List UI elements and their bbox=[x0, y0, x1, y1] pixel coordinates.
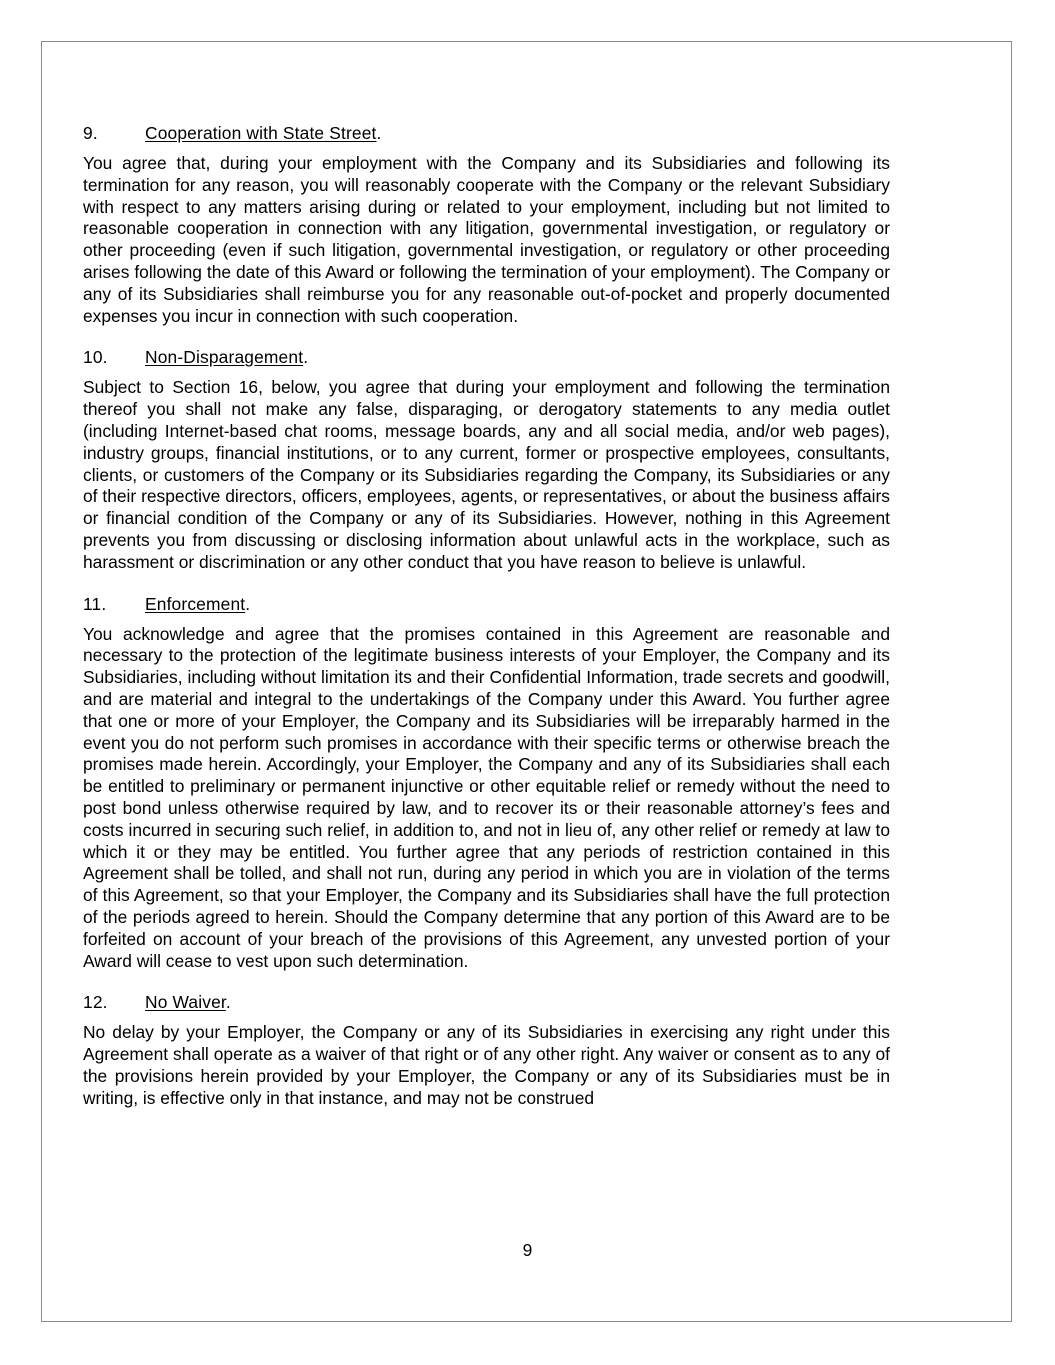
section-body-no-waiver: No delay by your Employer, the Company or any of its Subsidiaries in exercising any right under this Agreement shall operate as a waiver of that right or of any other right. Any waiver or consent as to any of the provisions herein provided by your Employer, the Company or any of its Subsidiaries must be in writing, is effective only in that instance, and may not be construed bbox=[83, 1022, 890, 1108]
section-heading-non-disparagement bbox=[83, 346, 890, 368]
section-heading-enforcement bbox=[83, 593, 890, 615]
section-number: 11. bbox=[83, 593, 107, 614]
section-heading-cooperation bbox=[83, 122, 890, 144]
section-number: 10. bbox=[83, 347, 108, 368]
section-body-cooperation: You agree that, during your employment with the Company and its Subsidiaries and following its termination for any reason, you will reasonably cooperate with the Company or the relevant Subsidiary with respect to any matters arising during or related to your employment, including but not limited to reasonable cooperation in connection with any litigation, governmental investigation, or regulatory or other proceeding (even if such litigation, governmental investigation, or regulatory or other proceeding arises following the date of this Award or following the termination of your employment). The Company or any of its Subsidiaries shall reimburse you for any reasonable out-of-pocket and properly documented expenses you incur in connection with such cooperation. bbox=[83, 153, 890, 326]
document-body bbox=[83, 122, 890, 1109]
section-body-enforcement: You acknowledge and agree that the promises contained in this Agreement are reasonable and necessary to the protection of the legitimate business interests of your Employer, the Company and its Subsidiaries, including without limitation its and their Confidential Information, trade secrets and goodwill, and are material and integral to the undertakings of the Company under this Award. You further agree that one or more of your Employer, the Company and its Subsidiaries will be irreparably harmed in the event you do not perform such promises in accordance with their specific terms or otherwise breach the promises made herein. Accordingly, your Employer, the Company and any of its Subsidiaries shall each be entitled to preliminary or permanent injunctive or other equitable relief or remedy without the need to post bond unless otherwise required by law, and to recover its or their reasonable attorney’s fees and costs incurred in securing such relief, in addition to, and not in lieu of, any other relief or remedy at law to which it or they may be entitled. You further agree that any periods of restriction contained in this Agreement shall be tolled, and shall not run, during any period in which you are in violation of the terms of this Agreement, so that your Employer, the Company and its Subsidiaries shall have the full protection of the periods agreed to herein. Should the Company determine that any portion of this Award are to be forfeited on account of your breach of the provisions of this Agreement, any unvested portion of your Award will cease to vest upon such determination. bbox=[83, 623, 890, 971]
section-title-wrapper: Enforcement. bbox=[145, 593, 251, 614]
section-heading-no-waiver bbox=[83, 991, 890, 1013]
section-title-wrapper: No Waiver. bbox=[145, 992, 231, 1013]
section-body-non-disparagement: Subject to Section 16, below, you agree that during your employment and following the termination thereof you shall not make any false, disparaging, or derogatory statements to any media outlet (including Internet-based chat rooms, message boards, any and all social media, and/or web pages), industry groups, financial institutions, or to any current, former or prospective employees, consultants, clients, or customers of the Company or its Subsidiaries regarding the Company, its Subsidiaries or any of their respective directors, officers, employees, agents, or representatives, or about the business affairs or financial condition of the Company or any of its Subsidiaries. However, nothing in this Agreement prevents you from discussing or disclosing information about unlawful acts in the workplace, such as harassment or discrimination or any other conduct that you have reason to believe is unlawful. bbox=[83, 377, 890, 572]
section-number: 12. bbox=[83, 992, 108, 1013]
section-title: No Waiver bbox=[145, 992, 226, 1013]
section-title-wrapper: Non-Disparagement. bbox=[145, 347, 309, 368]
section-title-wrapper: Cooperation with State Street. bbox=[145, 123, 382, 143]
page-number: 9 bbox=[522, 1240, 533, 1260]
section-title: Non-Disparagement bbox=[145, 347, 304, 368]
section-number: 9. bbox=[83, 123, 98, 143]
section-title: Cooperation with State Street bbox=[145, 123, 377, 143]
section-title: Enforcement bbox=[145, 593, 246, 614]
